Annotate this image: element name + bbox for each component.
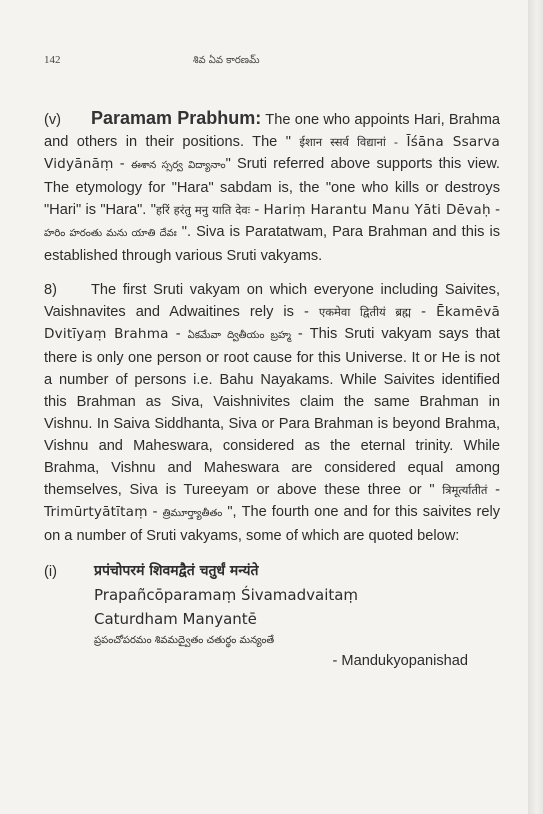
body-text [398, 134, 406, 150]
body-text: ". Siva is Paratatwam, Para Brahman and this is established through various Sruti vakyams. [44, 224, 500, 264]
verse-transliteration-line-1: Prapañcōparamaṃ Śivamadvaitaṃ [94, 586, 359, 604]
body-text: - [147, 504, 163, 520]
section-heading: Paramam Prabhum: [91, 108, 262, 128]
body-text: - This Sruti vakyam says that there is only one person or root cause for this Universe. It or He is not a number of persons i.e. Bahu Nayakams. While Saivites identified this Brahman as Siva, Vaishnivites claim the same Brahman in Vishnu. In Saiva Siddhanta, Siva or Para Brahman is beyond Brahma, Vishnu and Maheswara, considered as the eternal trinity. While Brahma, Vishnu and Maheswara are considered equal among themselves, Siva is Tureeyam or above these three or " [44, 326, 500, 498]
paragraph-v [44, 107, 500, 267]
verse-i [44, 559, 500, 671]
body-text: ", The fourth one and for this saivites rely on a number of Sruti vakyams, some of which are quoted below: [44, 504, 500, 544]
body-text: The one who appoints Hari, Brahma and others in their positions. The " [44, 112, 500, 150]
body-text: - [168, 326, 188, 342]
telugu-quote: ఈశాన స్సర్వ విద్యానాం [130, 160, 226, 171]
verse-marker: (i) [44, 564, 57, 580]
devanagari-quote: त्रिमूर्त्यातीतं [442, 483, 488, 497]
verse-telugu: ప్రపంచోపరమం శివమద్వైతం చతుర్థం మన్యంతే [94, 635, 275, 646]
page-body [44, 107, 500, 671]
page-header [0, 54, 528, 70]
devanagari-quote: ईशान स्सर्व विद्यानां - [299, 135, 399, 149]
body-text: " Sruti referred above supports this view. The etymology for "Hara" sabdam is, the "one who kills or destroys "Hari" is "Hara". " [44, 156, 500, 218]
page-edge [528, 0, 543, 814]
transliteration: Hariṃ Harantu Manu Yāti Dēvaḥ [263, 202, 491, 218]
verse-devanagari: प्रपंचोपरमं शिवमद्वैतं चतुर्धं मन्यंते [94, 563, 259, 579]
running-title: శివ ఏవ కారణమ్ [193, 55, 260, 66]
paragraph-8 [44, 279, 500, 547]
paragraph-marker: 8) [44, 282, 57, 298]
telugu-quote: ఏకమేవా ద్వితీయం బ్రహ్మ [187, 330, 291, 341]
body-text: The first Sruti vakyam on which everyone including Saivites, Vaishnavites and Adwaitines rely is - [44, 282, 500, 320]
telugu-quote: హరిం హరంతు మను యాతి దేవః [44, 228, 177, 239]
devanagari-quote: एकमेवा द्वितीयं ब्रह्म [318, 305, 412, 319]
verse-transliteration-line-2: Caturdham Manyantē [94, 610, 257, 628]
paragraph-marker: (v) [44, 112, 62, 128]
body-text: - [487, 482, 500, 498]
body-text: - [490, 202, 500, 218]
body-text: - [113, 156, 131, 172]
verse-source: - Mandukyopanishad [332, 653, 468, 669]
body-text: - [250, 202, 264, 218]
telugu-quote: త్రిమూర్త్యాతీతం [162, 508, 223, 519]
page-number: 142 [44, 54, 61, 66]
transliteration: Ēkamēvā Dvitīyaṃ Brahma [44, 304, 500, 342]
verse-body [94, 559, 500, 671]
transliteration: Trimūrtyātītaṃ [44, 504, 148, 520]
body-text: - [411, 304, 437, 320]
transliteration: Īśāna Ssarva Vidyānāṃ [44, 134, 500, 172]
devanagari-quote: हरिं हरंतु मनु याति देवः [155, 203, 251, 217]
